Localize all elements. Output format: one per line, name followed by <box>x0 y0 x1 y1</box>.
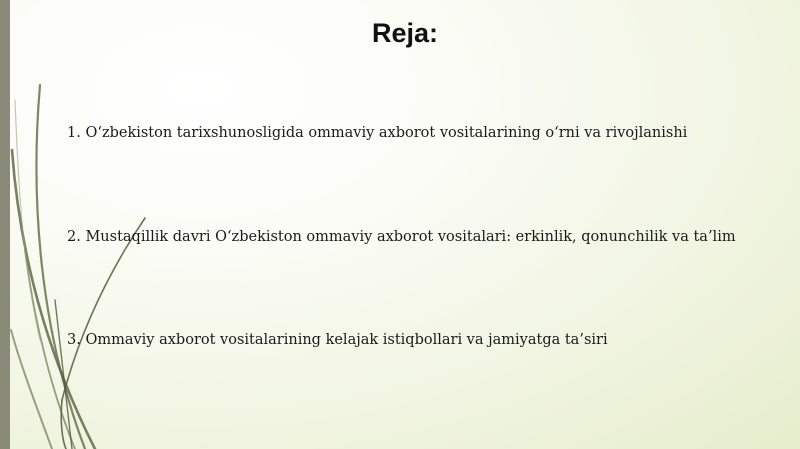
agenda-item-3: 3. Ommaviy axborot vositalarining kelajak istiqbollari va jamiyatga ta’siri <box>67 332 608 348</box>
slide-title: Reja: <box>371 18 439 48</box>
agenda-item-1: 1. O‘zbekiston tarixshunosligida ommaviy axborot vositalarining o‘rni va rivojlanishi <box>67 125 688 141</box>
agenda-item-2: 2. Mustaqillik davri O‘zbekiston ommaviy axborot vositalari: erkinlik, qonunchilik va ta’lim <box>67 229 736 245</box>
